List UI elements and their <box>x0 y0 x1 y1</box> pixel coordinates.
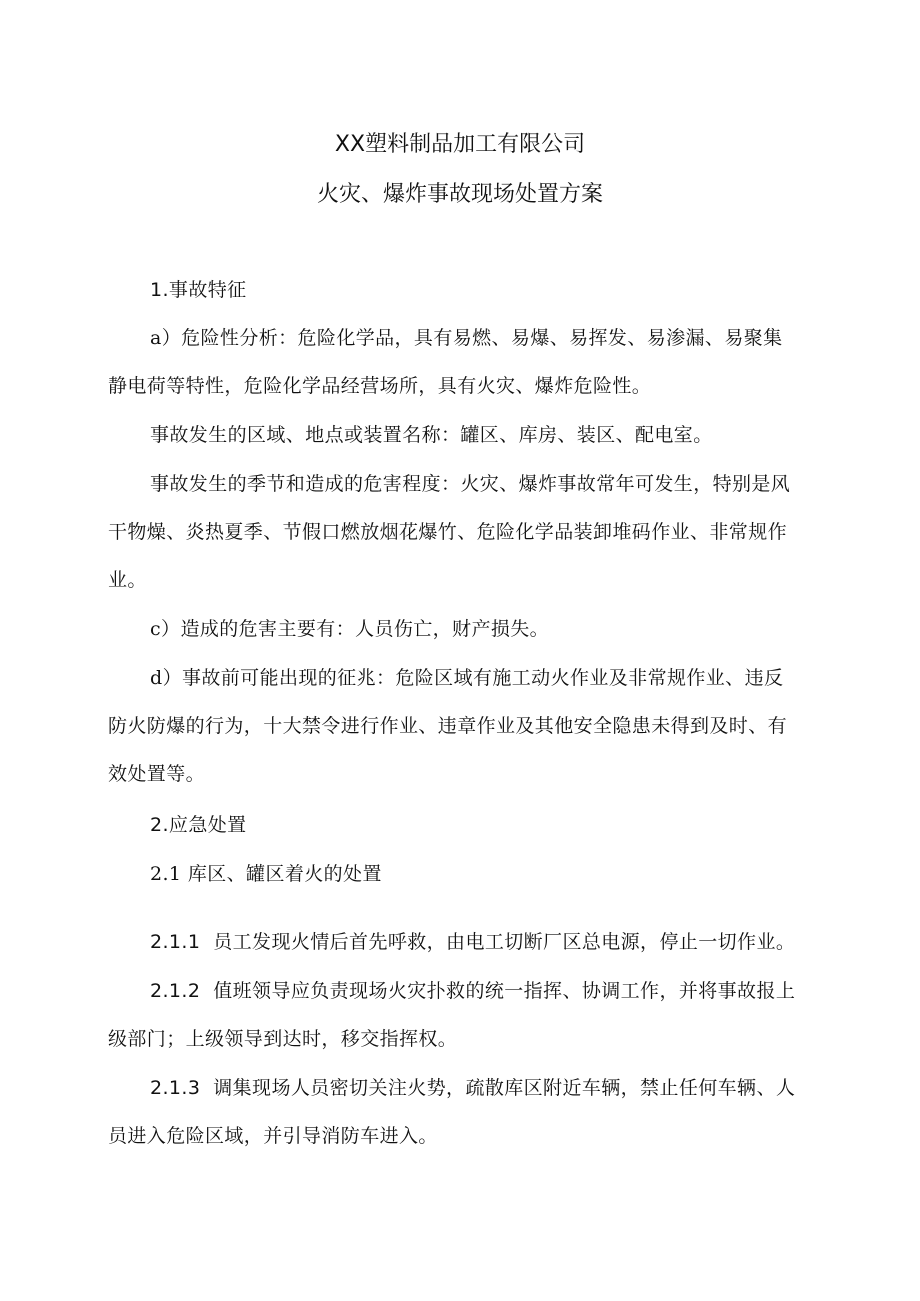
company-title: XX塑料制品加工有限公司 <box>334 132 586 157</box>
section-1-heading: 1.事故特征 <box>150 279 247 301</box>
paragraph-hazard-analysis <box>108 314 812 410</box>
paragraph-line: d）事故前可能出现的征兆：危险区域有施工动火作业及非常规作业、违反 <box>150 667 784 689</box>
item-line <box>108 1064 812 1112</box>
paragraph-line: 效处置等。 <box>108 763 206 785</box>
subsection-2-1-heading: 2.1 库区、罐区着火的处置 <box>150 863 382 885</box>
paragraph-warning-signs <box>108 654 812 798</box>
item-2-1-1 <box>108 918 812 966</box>
paragraph-line: 员进入危险区域，并引导消防车进入。 <box>108 1125 438 1147</box>
item-number: 2.1.2 <box>150 980 201 1002</box>
item-line <box>108 967 812 1015</box>
item-text: 值班领导应负责现场火灾扑救的统一指挥、协调工作，并将事故报上 <box>213 980 796 1002</box>
paragraph-location <box>108 411 812 459</box>
section-2-heading: 2.应急处置 <box>150 814 247 836</box>
paragraph-line: c）造成的危害主要有：人员伤亡，财产损失。 <box>150 618 550 640</box>
paragraph-line: 级部门；上级领导到达时，移交指挥权。 <box>108 1028 458 1050</box>
paragraph-line: 静电荷等特性，危险化学品经营场所，具有火灾、爆炸危险性。 <box>108 375 652 397</box>
item-number: 2.1.3 <box>150 1077 201 1099</box>
item-text: 员工发现火情后首先呼救，由电工切断厂区总电源，停止一切作业。 <box>213 931 796 953</box>
paragraph-season-harm <box>108 460 812 604</box>
paragraph-line: 事故发生的区域、地点或装置名称：罐区、库房、装区、配电室。 <box>150 424 713 446</box>
item-text: 调集现场人员密切关注火势，疏散库区附近车辆，禁止任何车辆、人 <box>213 1077 796 1099</box>
item-2-1-3 <box>108 1064 812 1160</box>
item-number: 2.1.1 <box>150 931 201 953</box>
paragraph-line: 业。 <box>108 569 147 591</box>
paragraph-harm-main <box>108 605 812 653</box>
paragraph-line: 防火防爆的行为，十大禁令进行作业、违章作业及其他安全隐患未得到及时、有 <box>108 715 788 737</box>
item-line <box>108 918 812 966</box>
item-2-1-2 <box>108 967 812 1063</box>
paragraph-line: a）危险性分析：危险化学品，具有易燃、易爆、易挥发、易渗漏、易聚集 <box>150 327 783 349</box>
paragraph-line: 事故发生的季节和造成的危害程度：火灾、爆炸事故常年可发生，特别是风 <box>150 473 791 495</box>
plan-title: 火灾、爆炸事故现场处置方案 <box>316 182 603 207</box>
paragraph-line: 干物燥、炎热夏季、节假口燃放烟花爆竹、危险化学品装卸堆码作业、非常规作 <box>108 521 788 543</box>
